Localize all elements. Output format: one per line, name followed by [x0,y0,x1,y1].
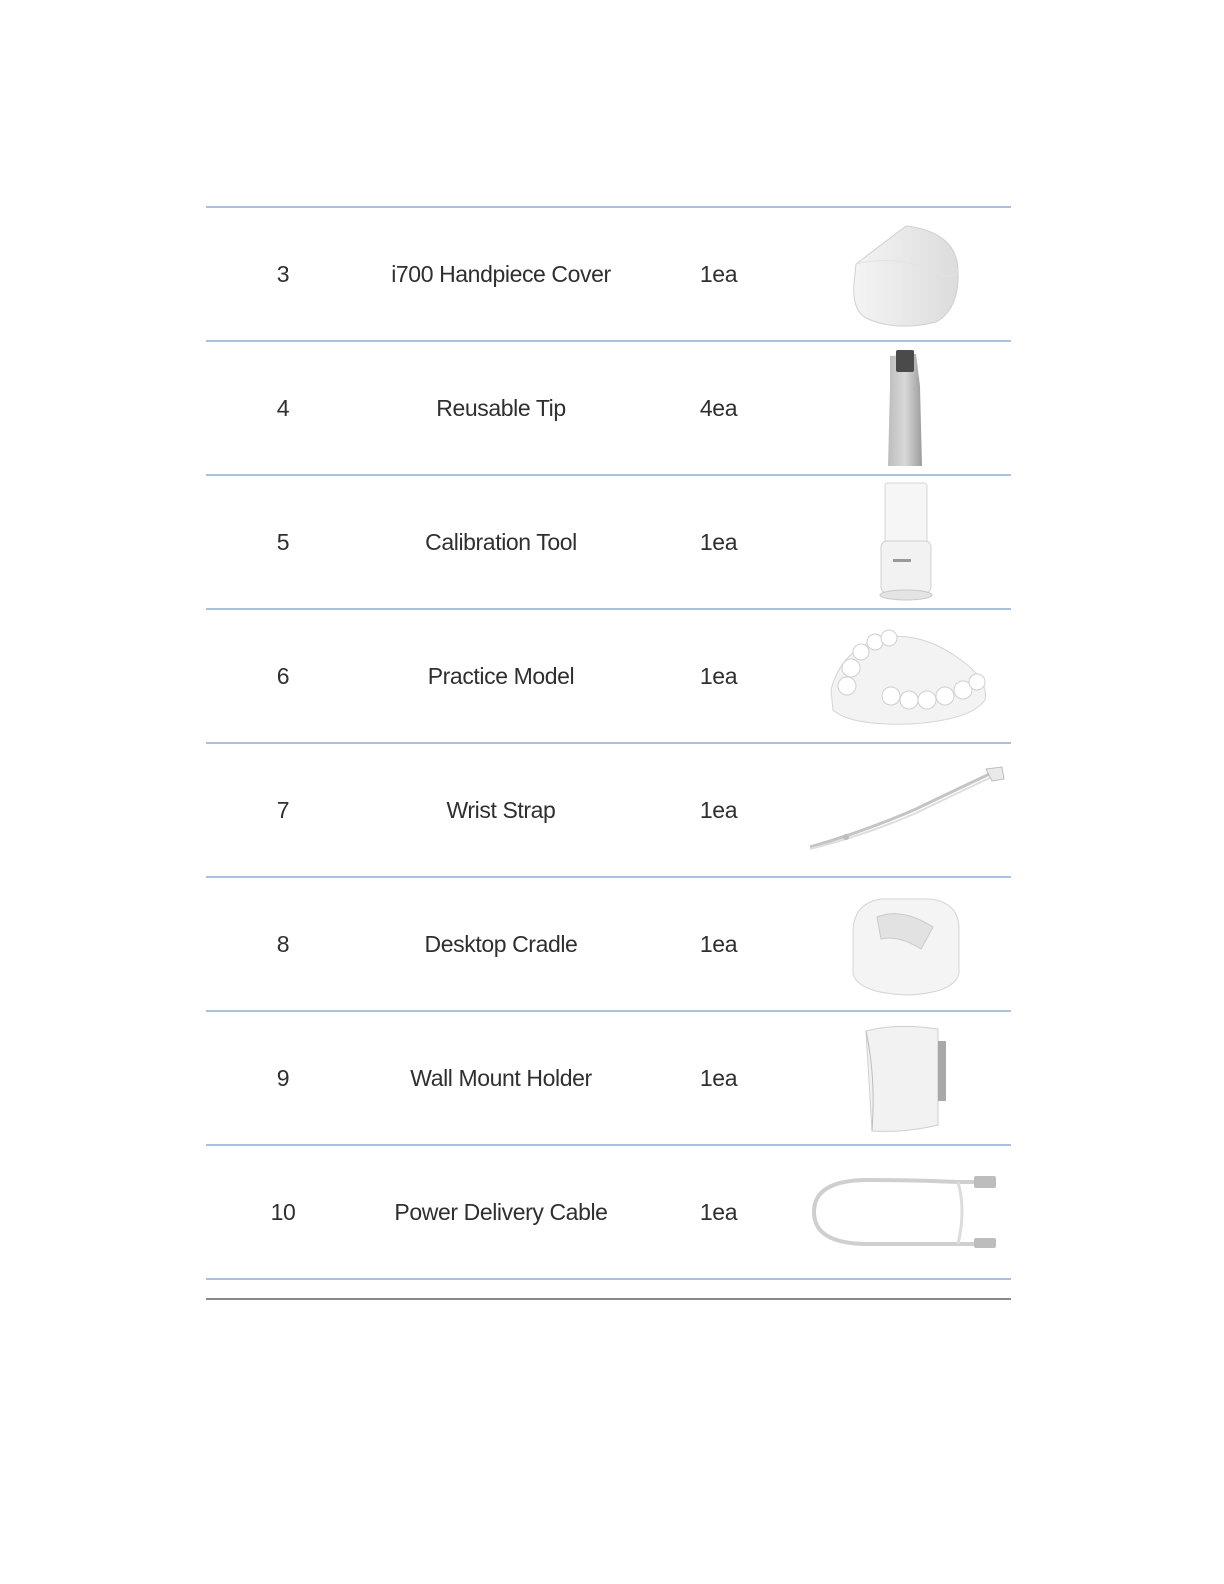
item-quantity: 1ea [699,930,738,957]
wall-mount-holder-icon [801,1012,1011,1144]
item-name: Reusable Tip [436,394,566,421]
table-row [206,1146,1011,1280]
table-row [206,1012,1011,1146]
handpiece-cover-icon [801,208,1011,340]
item-quantity: 4ea [699,394,738,421]
item-name: i700 Handpiece Cover [391,260,611,287]
table-row [206,476,1011,610]
item-number: 7 [276,796,290,823]
item-quantity: 1ea [699,662,738,689]
item-number: 5 [276,528,290,555]
table-row [206,744,1011,878]
item-number: 3 [276,260,290,287]
table-row [206,610,1011,744]
item-name: Wrist Strap [446,796,556,823]
item-name: Wall Mount Holder [410,1064,592,1091]
item-number: 6 [276,662,290,689]
table-row [206,342,1011,476]
item-quantity: 1ea [699,1064,738,1091]
item-number: 8 [276,930,290,957]
item-name: Practice Model [427,662,575,689]
item-name: Calibration Tool [425,528,577,555]
item-number: 4 [276,394,290,421]
item-quantity: 1ea [699,528,738,555]
desktop-cradle-icon [801,878,1011,1010]
calibration-tool-icon [801,476,1011,608]
item-number: 10 [270,1198,296,1225]
reusable-tip-icon [801,342,1011,474]
item-number: 9 [276,1064,290,1091]
item-name: Desktop Cradle [424,930,578,957]
item-quantity: 1ea [699,1198,738,1225]
components-table [206,206,1011,1300]
practice-model-icon [801,610,1011,742]
table-row [206,878,1011,1012]
item-quantity: 1ea [699,260,738,287]
wrist-strap-icon [801,744,1011,876]
table-row [206,206,1011,342]
table-bottom-rule [206,1280,1011,1300]
item-quantity: 1ea [699,796,738,823]
power-delivery-cable-icon [801,1146,1011,1278]
item-name: Power Delivery Cable [394,1198,608,1225]
